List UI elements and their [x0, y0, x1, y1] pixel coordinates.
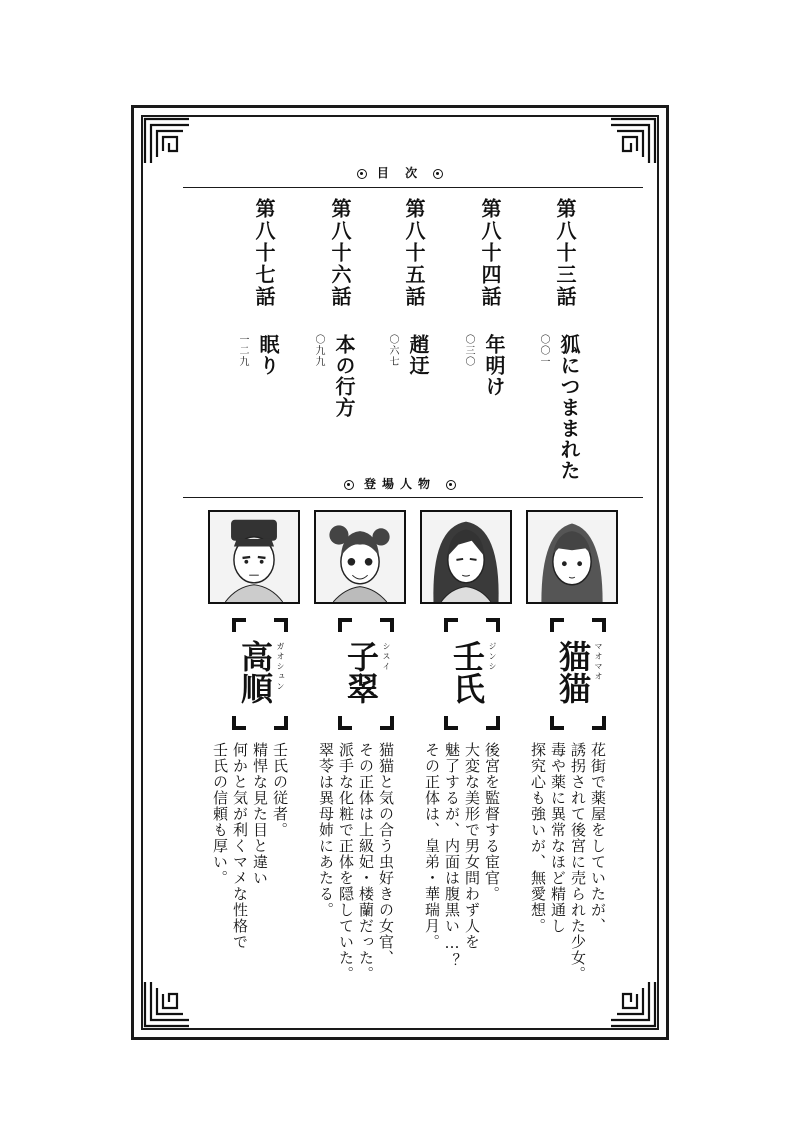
- corner-ornament-bottom-right: [609, 980, 657, 1028]
- character-desc-line: その正体は、皇弟・華瑞月。: [423, 742, 441, 950]
- bracket-bottom-icon: [274, 716, 288, 730]
- character-desc-line: 後宮を監督する宦官。: [483, 742, 501, 902]
- character-desc-line: 精悍な見た目と違い: [251, 742, 269, 886]
- bracket-bottom-icon: [338, 716, 352, 730]
- portrait-shisui: [314, 510, 406, 604]
- toc-heading: 目 次: [330, 164, 470, 181]
- character-desc-line: 毒や薬に異常なほど精通し: [549, 742, 567, 934]
- man-portrait-icon: [210, 512, 298, 602]
- bracket-top-icon: [444, 618, 458, 632]
- character-desc-line: 翠苓は異母姉にあたる。: [317, 742, 335, 918]
- character-ruby: ジンシ: [488, 642, 497, 672]
- chapter-page: 〇九九: [313, 334, 324, 367]
- cast-heading: 登場人物: [320, 475, 480, 492]
- bracket-top-icon: [592, 618, 606, 632]
- bullseye-icon: [357, 169, 367, 179]
- character-ruby: マオマオ: [594, 642, 603, 682]
- bracket-top-icon: [274, 618, 288, 632]
- chapter-title: 年明け: [482, 334, 506, 397]
- toc-divider: [183, 187, 643, 188]
- bracket-bottom-icon: [444, 716, 458, 730]
- character-desc-line: 派手な化粧で正体を隠していた。: [337, 742, 355, 982]
- chapter-number: 第八十四話: [478, 198, 502, 308]
- character-desc-line: 誘拐されて後宮に売られた少女。: [569, 742, 587, 982]
- chapter-number: 第八十五話: [402, 198, 426, 308]
- character-desc-line: その正体は上級妃・楼蘭だった。: [357, 742, 375, 982]
- chapter-title: 狐につままれた: [557, 334, 581, 481]
- character-ruby: ガオシュン: [276, 642, 285, 692]
- character-desc-line: 花街で薬屋をしていたが、: [589, 742, 607, 934]
- bracket-top-icon: [550, 618, 564, 632]
- character-desc-line: 魅了するが、内面は腹黒い…？: [443, 742, 461, 969]
- bracket-bottom-icon: [486, 716, 500, 730]
- character-desc-line: 猫猫と気の合う虫好きの女官、: [377, 742, 395, 966]
- bracket-bottom-icon: [380, 716, 394, 730]
- man-portrait-icon: [422, 512, 510, 602]
- bracket-top-icon: [486, 618, 500, 632]
- girl-portrait-icon: [316, 512, 404, 602]
- cast-divider: [183, 497, 643, 498]
- character-name: 子翠: [342, 640, 380, 704]
- bullseye-icon: [344, 480, 354, 490]
- chapter-number: 第八十六話: [328, 198, 352, 308]
- chapter-title: 本の行方: [332, 334, 356, 418]
- corner-ornament-bottom-left: [143, 980, 191, 1028]
- chapter-title: 趙迂: [406, 334, 430, 376]
- chapter-page: 〇六七: [387, 334, 398, 367]
- bracket-bottom-icon: [232, 716, 246, 730]
- character-name: 猫猫: [554, 640, 592, 704]
- corner-ornament-top-right: [609, 117, 657, 165]
- corner-ornament-top-left: [143, 117, 191, 165]
- bracket-bottom-icon: [550, 716, 564, 730]
- chapter-title: 眠り: [256, 334, 280, 376]
- chapter-page: 〇〇一: [538, 334, 549, 367]
- bracket-bottom-icon: [592, 716, 606, 730]
- chapter-number: 第八十三話: [553, 198, 577, 308]
- character-desc-line: 壬氏の信頼も厚い。: [211, 742, 229, 886]
- girl-portrait-icon: [528, 512, 616, 602]
- chapter-page: 〇三〇: [463, 334, 474, 367]
- character-name: 高順: [236, 640, 274, 704]
- character-desc-line: 何かと気が利くマメな性格で: [231, 742, 249, 950]
- bracket-top-icon: [232, 618, 246, 632]
- bullseye-icon: [433, 169, 443, 179]
- bracket-top-icon: [338, 618, 352, 632]
- portrait-gaoshun: [208, 510, 300, 604]
- bullseye-icon: [446, 480, 456, 490]
- chapter-page: 一二九: [237, 334, 248, 367]
- character-name: 壬氏: [448, 640, 486, 704]
- portrait-maomao: [526, 510, 618, 604]
- chapter-number: 第八十七話: [252, 198, 276, 308]
- portrait-jinshi: [420, 510, 512, 604]
- character-desc-line: 大変な美形で男女問わず人を: [463, 742, 481, 950]
- character-ruby: シスイ: [382, 642, 391, 672]
- bracket-top-icon: [380, 618, 394, 632]
- character-desc-line: 壬氏の従者。: [271, 742, 289, 838]
- character-desc-line: 探究心も強いが、無愛想。: [529, 742, 547, 934]
